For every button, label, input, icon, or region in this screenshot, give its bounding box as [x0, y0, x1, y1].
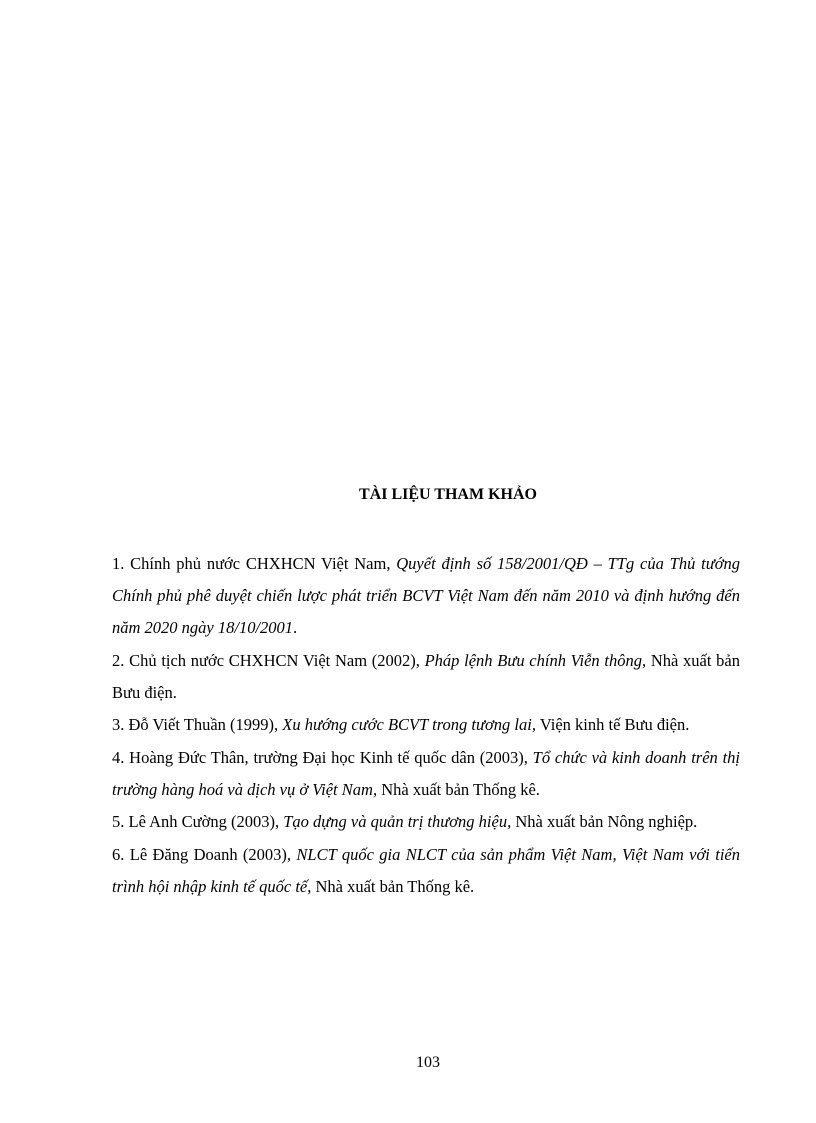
reference-author: Chủ tịch nước CHXHCN Việt Nam (2002),	[129, 650, 420, 670]
reference-item	[112, 806, 740, 838]
reference-title: NLCT quốc gia NLCT của sản phẩm Việt Nam, Việt Nam với tiến trình hội nhập kinh tế quốc tế,	[112, 844, 740, 896]
reference-title: Quyết định số 158/2001/QĐ – TTg của Thủ tướng Chính phủ phê duyệt chiến lược phát triển BCVT Việt Nam đến năm 2010 và định hướng đến năm 2020 ngày 18/10/2001	[112, 554, 741, 637]
reference-list	[112, 548, 740, 903]
page-number: 103	[416, 1054, 440, 1071]
page-title: TÀI LIỆU THAM KHẢO	[359, 486, 537, 503]
reference-publisher: Viện kinh tế Bưu điện.	[539, 715, 690, 734]
reference-publisher: .	[293, 618, 298, 637]
reference-author: Lê Đăng Doanh (2003),	[129, 844, 292, 864]
reference-item	[112, 645, 740, 709]
reference-title: Tổ chức và kinh doanh trên thị trường hàng hoá và dịch vụ ở Việt Nam,	[112, 747, 740, 799]
reference-publisher: Nhà xuất bản Thống kê.	[315, 876, 475, 896]
reference-publisher: Nhà xuất bản Thống kê.	[381, 779, 540, 799]
reference-title: Tạo dựng và quản trị thương hiệu,	[283, 812, 512, 831]
reference-number: 1.	[112, 554, 125, 573]
reference-number: 4.	[112, 747, 125, 767]
reference-author: Hoàng Đức Thân, trường Đại học Kinh tế quốc dân (2003),	[129, 747, 528, 767]
reference-number: 6.	[112, 844, 125, 864]
reference-title: Xu hướng cước BCVT trong tương lai,	[282, 715, 536, 734]
reference-publisher: Nhà xuất bản Bưu điện.	[112, 650, 740, 702]
reference-item	[112, 839, 740, 903]
reference-title: Pháp lệnh Bưu chính Viễn thông,	[424, 650, 647, 670]
reference-author: Chính phủ nước CHXHCN Việt Nam,	[130, 554, 391, 573]
reference-number: 5.	[112, 812, 125, 831]
reference-number: 2.	[112, 650, 125, 670]
reference-author: Lê Anh Cường (2003),	[128, 812, 280, 831]
reference-item	[112, 742, 740, 806]
reference-author: Đỗ Viết Thuần (1999),	[128, 715, 279, 734]
reference-publisher: Nhà xuất bản Nông nghiệp.	[515, 812, 698, 831]
reference-item	[112, 709, 740, 741]
reference-item	[112, 548, 740, 644]
reference-number: 3.	[112, 715, 125, 734]
